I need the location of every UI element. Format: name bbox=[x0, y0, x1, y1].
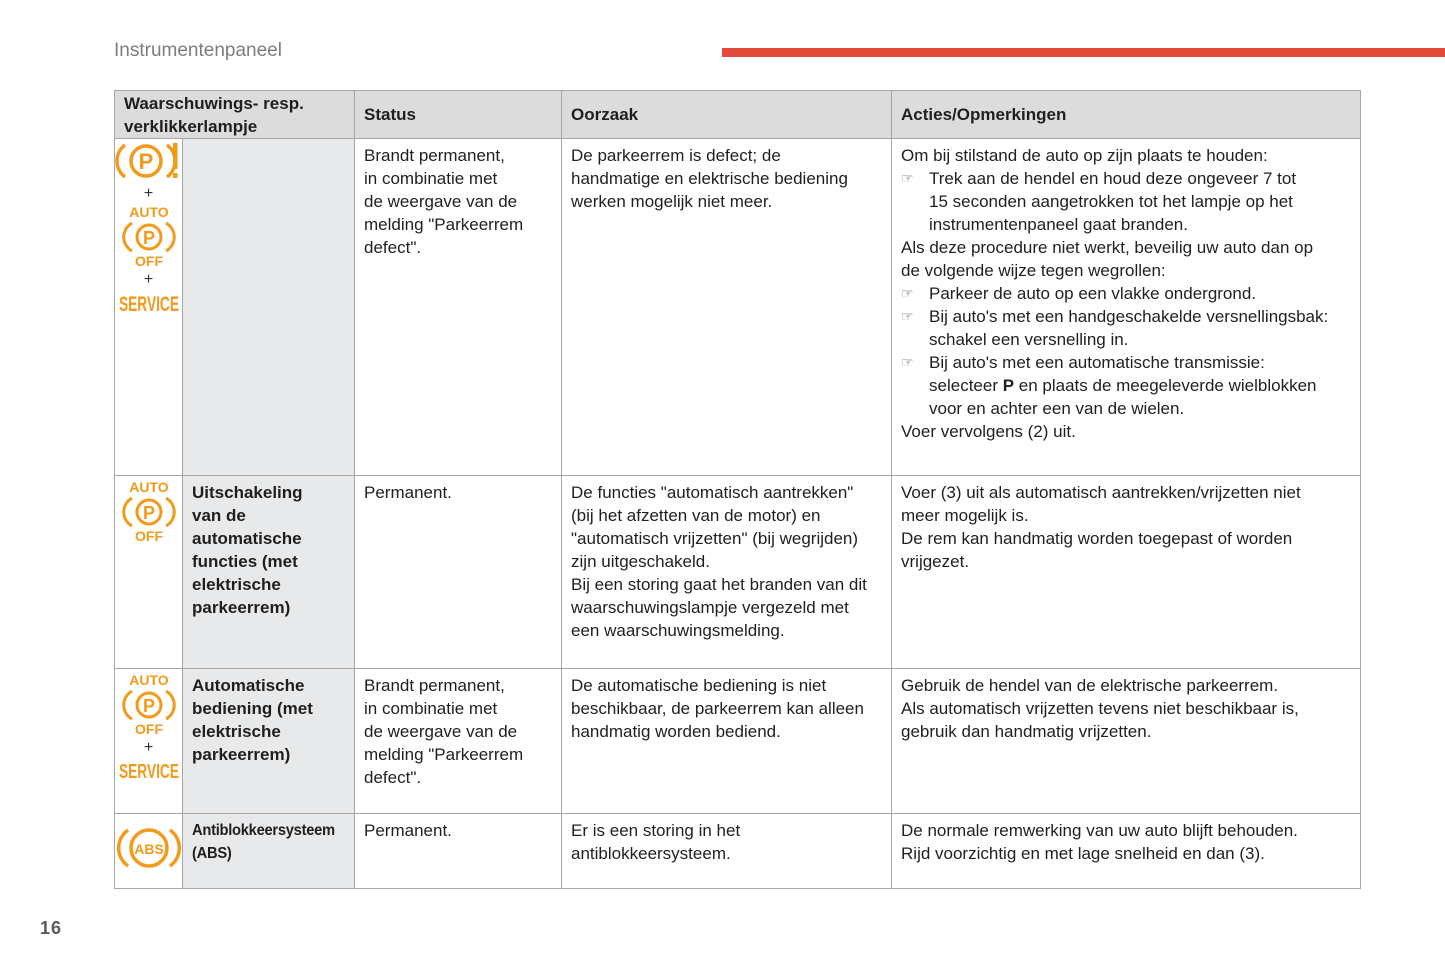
cause-cell bbox=[562, 669, 892, 814]
gear-p-bold: P bbox=[1002, 376, 1015, 395]
actions-middle-line: de volgende wijze tegen wegrollen: bbox=[901, 261, 1166, 280]
bullet-text: selecteer bbox=[929, 376, 1003, 395]
lamp-name-line: elektrische bbox=[192, 722, 281, 741]
actions-line: Gebruik de hendel van de elektrische parkeerrem. bbox=[901, 676, 1279, 695]
column-header-status: Status bbox=[355, 91, 562, 139]
actions-line: vrijgezet. bbox=[901, 552, 970, 571]
auto-p-letter: P bbox=[142, 228, 155, 248]
actions-line: Als automatisch vrijzetten tevens niet beschikbaar is, bbox=[901, 699, 1299, 718]
cause-line: Er is een storing in het bbox=[571, 821, 741, 840]
column-header-actions: Acties/Opmerkingen bbox=[892, 91, 1361, 139]
parking-p-letter: P bbox=[138, 149, 153, 174]
lamp-name-line: Automatische bbox=[192, 676, 305, 695]
action-bullet bbox=[901, 351, 1351, 420]
action-bullet bbox=[901, 282, 1351, 305]
actions-line: meer mogelijk is. bbox=[901, 506, 1029, 525]
cause-line: De parkeerrem is defect; de bbox=[571, 146, 781, 165]
actions-line: Voer (3) uit als automatisch aantrekken/vrijzetten niet bbox=[901, 483, 1301, 502]
lamp-name-line: parkeerrem) bbox=[192, 745, 291, 764]
status-line: defect". bbox=[364, 238, 422, 257]
status-line: in combinatie met bbox=[364, 699, 498, 718]
bullet-line: schakel een versnelling in. bbox=[929, 330, 1129, 349]
status-line: defect". bbox=[364, 768, 422, 787]
column-header-cause: Oorzaak bbox=[562, 91, 892, 139]
lamp-icons-cell bbox=[115, 476, 183, 669]
table-row bbox=[115, 669, 1361, 814]
lamp-name-cell bbox=[183, 139, 355, 476]
action-bullet bbox=[901, 167, 1351, 236]
lamp-name-line: automatische bbox=[192, 529, 302, 548]
cause-line: handmatig worden bediend. bbox=[571, 722, 781, 741]
cause-line: Bij een storing gaat het branden van dit bbox=[571, 575, 867, 594]
column-header-lamp bbox=[115, 91, 355, 139]
actions-line: De rem kan handmatig worden toegepast of worden bbox=[901, 529, 1293, 548]
actions-line: De normale remwerking van uw auto blijft behouden. bbox=[901, 821, 1298, 840]
section-title: Instrumentenpaneel bbox=[114, 40, 282, 61]
actions-cell bbox=[892, 669, 1361, 814]
warning-lamps-table bbox=[114, 90, 1361, 889]
status-cell bbox=[355, 476, 562, 669]
status-cell bbox=[355, 814, 562, 889]
lamp-icons-cell bbox=[115, 139, 183, 476]
cause-line: werken mogelijk niet meer. bbox=[571, 192, 773, 211]
bullet-line bbox=[929, 374, 1351, 397]
pointing-hand-icon: ☞ bbox=[901, 354, 914, 370]
cause-line: De functies "automatisch aantrekken" bbox=[571, 483, 854, 502]
actions-cell bbox=[892, 814, 1361, 889]
cause-cell bbox=[562, 476, 892, 669]
lamp-name-cell bbox=[183, 669, 355, 814]
auto-p-off-icon bbox=[121, 480, 177, 544]
service-icon bbox=[115, 759, 182, 781]
cause-line: (bij het afzetten van de motor) en bbox=[571, 506, 821, 525]
lamp-name-cell bbox=[183, 476, 355, 669]
status-line: Permanent. bbox=[364, 483, 452, 502]
plus-sign: + bbox=[143, 185, 154, 202]
cause-line: zijn uitgeschakeld. bbox=[571, 552, 710, 571]
service-label: SERVICE bbox=[118, 292, 179, 317]
status-line: de weergave van de bbox=[364, 722, 518, 741]
header-accent-bar bbox=[722, 48, 1445, 57]
bullet-line: voor en achter een van de wielen. bbox=[929, 399, 1185, 418]
status-line: melding "Parkeerrem bbox=[364, 745, 524, 764]
lamp-name bbox=[183, 139, 354, 144]
cause-line: een waarschuwingsmelding. bbox=[571, 621, 785, 640]
lamp-icons-cell bbox=[115, 814, 183, 889]
bullet-line: Bij auto's met een automatische transmissie: bbox=[929, 353, 1265, 372]
actions-intro: Om bij stilstand de auto op zijn plaats te houden: bbox=[901, 146, 1268, 165]
lamp-name-line: van de bbox=[192, 506, 246, 525]
cause-line: antiblokkeersysteem. bbox=[571, 844, 731, 863]
service-icon bbox=[115, 291, 182, 317]
cause-cell bbox=[562, 139, 892, 476]
page-number: 16 bbox=[40, 918, 63, 938]
table-row bbox=[115, 476, 1361, 669]
table-header-row bbox=[115, 91, 1361, 139]
abs-label: ABS bbox=[133, 841, 164, 857]
pointing-hand-icon: ☞ bbox=[901, 308, 914, 324]
auto-label: AUTO bbox=[128, 204, 169, 220]
actions-line: gebruik dan handmatig vrijzetten. bbox=[901, 722, 1152, 741]
bullet-line: Parkeer de auto op een vlakke ondergrond. bbox=[929, 284, 1257, 303]
bullet-line: Bij auto's met een handgeschakelde versnellingsbak: bbox=[929, 307, 1329, 326]
actions-cell bbox=[892, 139, 1361, 476]
status-line: melding "Parkeerrem bbox=[364, 215, 524, 234]
actions-cell bbox=[892, 476, 1361, 669]
cause-line: "automatisch vrijzetten" (bij wegrijden) bbox=[571, 529, 859, 548]
plus-sign: + bbox=[143, 271, 154, 288]
lamp-name-line: parkeerrem) bbox=[192, 598, 291, 617]
auto-p-letter: P bbox=[142, 696, 155, 716]
plus-sign: + bbox=[143, 739, 154, 756]
bullet-text: en plaats de meegeleverde wielblokken bbox=[1014, 376, 1317, 395]
off-label: OFF bbox=[134, 721, 163, 737]
lamp-name-line: (ABS) bbox=[192, 845, 232, 862]
abs-icon bbox=[119, 822, 179, 874]
status-cell bbox=[355, 669, 562, 814]
bullet-line: Trek aan de hendel en houd deze ongeveer 7 tot bbox=[929, 169, 1297, 188]
status-line: Brandt permanent, bbox=[364, 146, 505, 165]
action-bullet bbox=[901, 305, 1351, 351]
lamp-name-line: Antiblokkeersysteem bbox=[192, 822, 335, 839]
cause-line: waarschuwingslampje vergezeld met bbox=[571, 598, 849, 617]
bullet-line: instrumentenpaneel gaat branden. bbox=[929, 215, 1188, 234]
status-cell bbox=[355, 139, 562, 476]
cause-line: beschikbaar, de parkeerrem kan alleen bbox=[571, 699, 864, 718]
parking-brake-fault-icon bbox=[117, 139, 181, 183]
status-line: in combinatie met bbox=[364, 169, 498, 188]
auto-p-letter: P bbox=[142, 503, 155, 523]
service-label: SERVICE bbox=[118, 761, 179, 783]
pointing-hand-icon: ☞ bbox=[901, 285, 914, 301]
lamp-icons-cell bbox=[115, 669, 183, 814]
status-line: Brandt permanent, bbox=[364, 676, 505, 695]
actions-outro: Voer vervolgens (2) uit. bbox=[901, 422, 1076, 441]
auto-p-off-icon bbox=[121, 205, 177, 269]
pointing-hand-icon: ☞ bbox=[901, 170, 914, 186]
cause-line: De automatische bediening is niet bbox=[571, 676, 827, 695]
bullet-line: 15 seconden aangetrokken tot het lampje op het bbox=[929, 192, 1293, 211]
off-label: OFF bbox=[134, 528, 163, 544]
lamp-name-line: bediening (met bbox=[192, 699, 313, 718]
table-row bbox=[115, 814, 1361, 889]
lamp-name-line: elektrische bbox=[192, 575, 281, 594]
auto-p-off-icon bbox=[121, 673, 177, 737]
table-row bbox=[115, 139, 1361, 476]
column-header-lamp-label: Waarschuwings- resp. verklikkerlampje bbox=[124, 93, 304, 136]
cause-cell bbox=[562, 814, 892, 889]
status-line: Permanent. bbox=[364, 821, 452, 840]
lamp-name-line: functies (met bbox=[192, 552, 298, 571]
off-label: OFF bbox=[134, 253, 163, 269]
actions-middle-line: Als deze procedure niet werkt, beveilig uw auto dan op bbox=[901, 238, 1314, 257]
auto-label: AUTO bbox=[128, 479, 169, 495]
status-line: de weergave van de bbox=[364, 192, 518, 211]
auto-label: AUTO bbox=[128, 672, 169, 688]
actions-line: Rijd voorzichtig en met lage snelheid en dan (3). bbox=[901, 844, 1265, 863]
lamp-name-cell bbox=[183, 814, 355, 889]
lamp-name-line: Uitschakeling bbox=[192, 483, 303, 502]
cause-line: handmatige en elektrische bediening bbox=[571, 169, 848, 188]
